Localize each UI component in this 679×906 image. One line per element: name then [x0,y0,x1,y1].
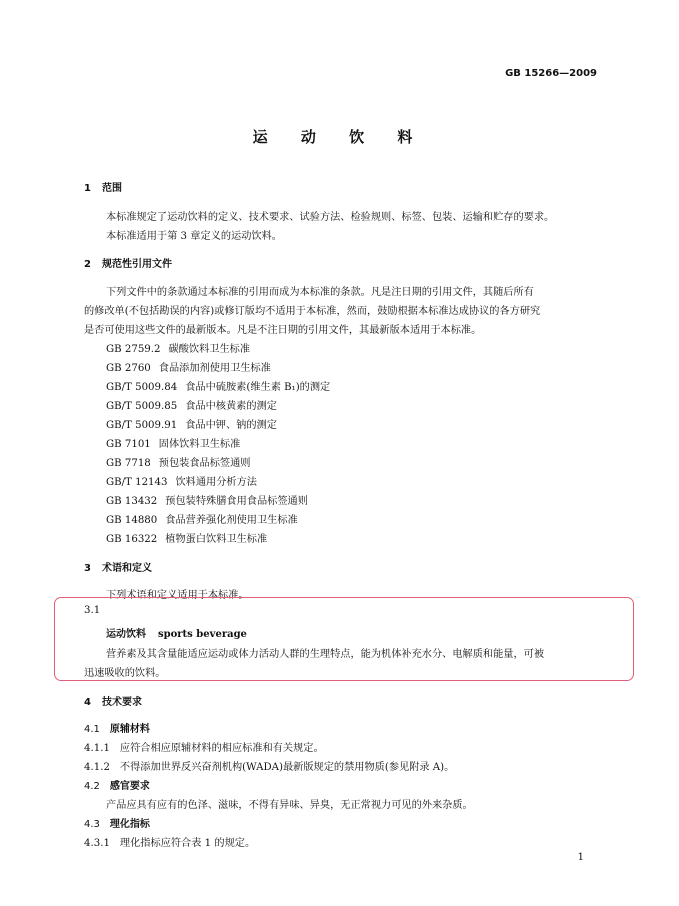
section-1-heading [84,179,122,194]
reference-code: GB/T 5009.85 [106,401,178,412]
section-title: 规范性引用文件 [102,259,172,270]
clause-4-1-2 [84,758,454,773]
clause-text: 理化指标应符合表 1 的规定。 [119,838,256,849]
term-heading [106,625,247,640]
reference-item [106,511,298,526]
reference-code: GB/T 12143 [106,477,168,488]
reference-name: 固体饮料卫生标准 [158,439,241,450]
section-4-heading [84,693,142,708]
section-3-heading [84,559,152,574]
reference-item [106,473,257,488]
section-title: 术语和定义 [102,563,152,574]
reference-code: GB 2760 [106,363,151,374]
definition-line: 营养素及其含量能适应运动或体力活动人群的生理特点，能为机体补充水分、电解质和能量，可被 [106,649,545,660]
paragraph-line: 是否可使用这些文件的最新版本。凡是不注日期的引用文件，其最新版本适用于本标准。 [84,325,482,336]
reference-code: GB 14880 [106,515,158,526]
clause-number: 4.1.2 [84,762,110,773]
paragraph-line: 的修改单(不包括勘误的内容)或修订版均不适用于本标准，然而，鼓励根据本标准达成协议的各方研究 [84,306,541,317]
paragraph: 本标准适用于第 3 章定义的运动饮料。 [106,231,282,242]
clause-4-3-1 [84,834,255,849]
section-title: 范围 [102,183,122,194]
clause-number: 4.1.1 [84,743,110,754]
section-title: 技术要求 [102,697,142,708]
reference-code: GB 7101 [106,439,151,450]
paragraph: 下列术语和定义适用于本标准。 [106,590,249,601]
page-number: 1 [577,852,584,863]
reference-name: 食品中钾、钠的测定 [185,420,277,431]
reference-name: 食品中核黄素的测定 [185,401,277,412]
paragraph-line: 下列文件中的条款通过本标准的引用而成为本标准的条款。凡是注日期的引用文件，其随后所有 [106,287,534,298]
section-number: 1 [84,183,91,194]
reference-item [106,416,277,431]
clause-4-1-1 [84,739,324,754]
section-number: 2 [84,259,91,270]
reference-item [106,378,330,393]
document-title: 运 动 饮 料 [252,128,427,146]
subsection-title: 感官要求 [109,781,150,792]
reference-name: 碳酸饮料卫生标准 [168,344,251,355]
reference-item [106,492,308,507]
subsection-title: 原辅材料 [109,724,150,735]
reference-name: 食品营养强化剂使用卫生标准 [165,515,298,526]
term-chinese: 运动饮料 [106,629,146,640]
subsection-title: 理化指标 [109,819,150,830]
reference-code: GB/T 5009.84 [106,382,178,393]
reference-item [106,397,277,412]
subsection-4-2-heading [84,777,150,792]
reference-item [106,530,267,545]
term-english: sports beverage [158,629,247,640]
reference-item [106,435,240,450]
reference-name: 植物蛋白饮料卫生标准 [165,534,268,545]
reference-name: 饮料通用分析方法 [175,477,257,488]
clause-text: 不得添加世界反兴奋剂机构(WADA)最新版规定的禁用物质(参见附录 A)。 [119,762,455,773]
clause-text: 应符合相应原辅材料的相应标准和有关规定。 [119,743,324,754]
reference-name: 预包装特殊膳食用食品标签通则 [165,496,308,507]
term-number: 3.1 [84,605,101,616]
reference-name: 食品中硫胺素(维生素 B₁)的测定 [185,382,331,393]
reference-name: 预包装食品标签通则 [158,458,251,469]
section-2-heading [84,255,172,270]
reference-item [106,340,250,355]
section-number: 4 [84,697,91,708]
subsection-number: 4.1 [84,724,100,735]
reference-code: GB 7718 [106,458,151,469]
paragraph: 本标准规定了运动饮料的定义、技术要求、试验方法、检验规则、标签、包装、运输和贮存的要求。 [106,212,555,223]
reference-code: GB 13432 [106,496,158,507]
clause-number: 4.3.1 [84,838,110,849]
reference-code: GB/T 5009.91 [106,420,178,431]
reference-name: 食品添加剂使用卫生标准 [158,363,271,374]
subsection-4-3-heading [84,815,150,830]
subsection-number: 4.2 [84,781,100,792]
reference-item [106,359,271,374]
paragraph: 产品应具有应有的色泽、滋味，不得有异味、异臭，无正常视力可见的外来杂质。 [106,800,473,811]
subsection-4-1-heading [84,720,150,735]
reference-item [106,454,250,469]
section-number: 3 [84,563,91,574]
subsection-number: 4.3 [84,819,100,830]
reference-code: GB 2759.2 [106,344,161,355]
reference-code: GB 16322 [106,534,158,545]
standard-number: GB 15266—2009 [505,68,597,79]
definition-line: 迅速吸收的饮料。 [84,668,166,679]
